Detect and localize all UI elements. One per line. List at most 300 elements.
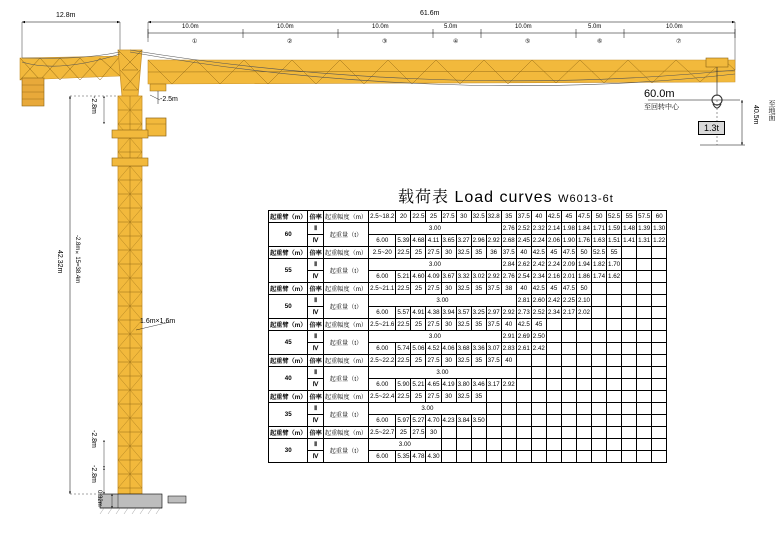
spacer-cell	[607, 415, 622, 427]
table-row	[269, 427, 667, 439]
load-ii-cell: 1.39	[637, 223, 652, 235]
spacer-cell	[531, 427, 546, 439]
spacer-cell	[637, 307, 652, 319]
radius-cell: 22.5	[396, 247, 411, 259]
spacer-cell	[607, 295, 622, 307]
spacer-cell	[516, 415, 531, 427]
radius-cell: 27.5	[426, 283, 441, 295]
spacer-cell	[531, 391, 546, 403]
load-iv-cell: 4.91	[411, 307, 426, 319]
table-row	[269, 331, 667, 343]
spacer-cell	[516, 403, 531, 415]
load-ii-constant: 3.00	[369, 403, 487, 415]
spacer-cell	[652, 391, 667, 403]
spacer-cell	[501, 403, 516, 415]
tip-load-value: 1.3t	[698, 121, 725, 135]
spacer-cell	[652, 331, 667, 343]
radius-cell: 35	[471, 391, 486, 403]
spacer-cell	[652, 451, 667, 463]
spacer-cell	[471, 451, 486, 463]
ratio-ii: Ⅱ	[308, 403, 323, 415]
radius-cell: 25	[411, 283, 426, 295]
load-ii-constant: 3.00	[369, 367, 517, 379]
spacer-cell	[622, 295, 637, 307]
spacer-cell	[652, 247, 667, 259]
spacer-cell	[622, 415, 637, 427]
radius-cell: 35	[471, 247, 486, 259]
spacer-cell	[561, 439, 576, 451]
jib-seg-4-no: ④	[453, 39, 459, 45]
load-ii-constant: 3.00	[369, 259, 502, 271]
col-ratio-header: 倍率	[308, 319, 323, 331]
spacer-cell	[441, 439, 456, 451]
spacer-cell	[591, 307, 606, 319]
spacer-cell	[561, 403, 576, 415]
load-iv-cell: 2.92	[486, 235, 501, 247]
ratio-iv: Ⅳ	[308, 451, 323, 463]
load-ii-constant: 3.00	[369, 439, 441, 451]
spacer-cell	[637, 403, 652, 415]
load-iv-cell: 5.39	[396, 235, 411, 247]
spacer-cell	[546, 343, 561, 355]
load-ii-cell: 2.09	[561, 259, 576, 271]
load-iv-first: 6.00	[369, 235, 396, 247]
load-iv-cell: 3.25	[471, 307, 486, 319]
spacer-cell	[607, 439, 622, 451]
dim-2-8m-bot: -2.8m	[90, 465, 97, 483]
radius-cell: 22.5	[396, 391, 411, 403]
spacer-cell	[637, 379, 652, 391]
radius-cell: 30	[441, 391, 456, 403]
load-ii-cell: 2.81	[516, 295, 531, 307]
spacer-cell	[652, 259, 667, 271]
spacer-cell	[622, 283, 637, 295]
ratio-iv: Ⅳ	[308, 379, 323, 391]
load-iv-cell: 2.02	[576, 307, 591, 319]
radius-cell: 32.8	[486, 211, 501, 223]
ratio-ii: Ⅱ	[308, 439, 323, 451]
col-jib-header: 起重臂（m）	[269, 427, 308, 439]
load-iv-cell: 3.50	[471, 415, 486, 427]
radius-cell: 45	[546, 283, 561, 295]
spacer-cell	[501, 391, 516, 403]
radius-cell: 32.5	[456, 247, 471, 259]
spacer-cell	[607, 307, 622, 319]
radius-cell: 30	[441, 247, 456, 259]
spacer-cell	[561, 391, 576, 403]
load-iv-cell: 1.62	[607, 271, 622, 283]
spacer-cell	[637, 415, 652, 427]
spacer-cell	[546, 355, 561, 367]
radius-cell: 52.5	[607, 211, 622, 223]
spacer-cell	[652, 439, 667, 451]
load-iv-cell: 2.52	[531, 307, 546, 319]
load-iv-cell: 5.06	[411, 343, 426, 355]
spacer-cell	[591, 343, 606, 355]
load-ii-cell: 1.30	[652, 223, 667, 235]
col-jib-header: 起重臂（m）	[269, 391, 308, 403]
load-iv-cell: 2.54	[516, 271, 531, 283]
radius-cell: 36	[486, 247, 501, 259]
load-iv-cell: 2.24	[531, 235, 546, 247]
spacer-cell	[607, 379, 622, 391]
jib-seg-2-len: 10.0m	[277, 24, 294, 30]
spacer-cell	[637, 451, 652, 463]
radius-cell: 60	[652, 211, 667, 223]
radius-cell: 40	[516, 247, 531, 259]
radius-cell: 2.5~18.2	[369, 211, 396, 223]
jib-seg-1-no: ①	[192, 39, 198, 45]
load-ii-cell: 1.59	[607, 223, 622, 235]
spacer-cell	[531, 379, 546, 391]
ratio-iv: Ⅳ	[308, 307, 323, 319]
load-iv-cell: 3.36	[471, 343, 486, 355]
dim-mast-height: 42.32m	[56, 250, 63, 274]
jib-seg-5-len: 10.0m	[515, 24, 532, 30]
load-iv-cell: 4.19	[441, 379, 456, 391]
load-ii-cell: 1.94	[576, 259, 591, 271]
radius-cell: 25	[411, 319, 426, 331]
load-iv-first: 6.00	[369, 379, 396, 391]
spacer-cell	[561, 367, 576, 379]
spacer-cell	[652, 295, 667, 307]
load-iv-cell: 5.90	[396, 379, 411, 391]
radius-cell: 2.5~20	[369, 247, 396, 259]
table-row	[269, 319, 667, 331]
load-ii-cell: 2.91	[501, 331, 516, 343]
spacer-cell	[607, 403, 622, 415]
load-iv-cell: 2.92	[501, 379, 516, 391]
radius-cell: 37.5	[501, 247, 516, 259]
col-radius-header: 起重幅度（m）	[323, 319, 368, 331]
spacer-cell	[561, 451, 576, 463]
radius-cell: 45	[531, 319, 546, 331]
radius-cell: 50	[576, 283, 591, 295]
radius-cell: 40	[501, 355, 516, 367]
spacer-cell	[637, 319, 652, 331]
spacer-cell	[516, 367, 531, 379]
load-ii-cell: 1.84	[576, 223, 591, 235]
radius-cell: 40	[501, 319, 516, 331]
radius-cell: 47.5	[576, 211, 591, 223]
col-load-header: 起重量（t）	[323, 403, 368, 427]
load-iv-cell: 4.78	[411, 451, 426, 463]
spacer-cell	[607, 367, 622, 379]
jib-length-value: 45	[269, 331, 308, 355]
spacer-cell	[622, 319, 637, 331]
load-iv-cell: 3.80	[456, 379, 471, 391]
load-iv-cell: 1.51	[607, 235, 622, 247]
dim-mast-sections: -2.8m×15=38.4m	[74, 235, 80, 284]
table-row	[269, 211, 667, 223]
jib-seg-6-len: 5.0m	[588, 24, 602, 30]
jib-seg-3-len: 10.0m	[372, 24, 389, 30]
load-iv-cell: 1.31	[637, 235, 652, 247]
jib-length-value: 30	[269, 439, 308, 463]
spacer-cell	[637, 295, 652, 307]
spacer-cell	[622, 451, 637, 463]
load-iv-cell: 3.57	[456, 307, 471, 319]
spacer-cell	[622, 403, 637, 415]
spacer-cell	[652, 367, 667, 379]
table-row	[269, 223, 667, 235]
spacer-cell	[561, 319, 576, 331]
spacer-cell	[486, 427, 501, 439]
load-ii-cell: 2.32	[531, 223, 546, 235]
load-iv-cell: 4.23	[441, 415, 456, 427]
radius-cell: 22.5	[396, 319, 411, 331]
load-iv-cell: 3.94	[441, 307, 456, 319]
load-iv-cell: 2.06	[546, 235, 561, 247]
table-row	[269, 283, 667, 295]
load-iv-cell: 2.61	[516, 343, 531, 355]
spacer-cell	[441, 451, 456, 463]
spacer-cell	[486, 451, 501, 463]
spacer-cell	[501, 451, 516, 463]
spacer-cell	[441, 427, 456, 439]
load-iv-cell: 1.41	[622, 235, 637, 247]
load-ii-cell: 2.84	[501, 259, 516, 271]
spacer-cell	[516, 427, 531, 439]
spacer-cell	[622, 271, 637, 283]
height-note: 至回转中心	[644, 104, 679, 111]
spacer-cell	[486, 439, 501, 451]
radius-cell: 37.5	[486, 355, 501, 367]
spacer-cell	[591, 295, 606, 307]
load-iv-cell: 2.01	[561, 271, 576, 283]
spacer-cell	[576, 415, 591, 427]
spacer-cell	[516, 391, 531, 403]
spacer-cell	[516, 451, 531, 463]
load-iv-cell: 4.65	[426, 379, 441, 391]
spacer-cell	[456, 427, 471, 439]
ratio-ii: Ⅱ	[308, 331, 323, 343]
spacer-cell	[607, 355, 622, 367]
col-load-header: 起重量（t）	[323, 439, 368, 463]
table-row	[269, 439, 667, 451]
load-iv-cell: 2.17	[561, 307, 576, 319]
table-row	[269, 391, 667, 403]
table-row	[269, 367, 667, 379]
dim-40-5m: 40.5m	[752, 105, 759, 125]
title-cn: 载荷表	[398, 189, 450, 206]
radius-cell: 25	[396, 427, 411, 439]
load-iv-cell: 2.92	[501, 307, 516, 319]
col-ratio-header: 倍率	[308, 211, 323, 223]
spacer-cell	[637, 391, 652, 403]
radius-cell: 42.5	[546, 211, 561, 223]
load-iv-cell: 4.60	[411, 271, 426, 283]
radius-cell: 27.5	[426, 391, 441, 403]
jib-length-value: 35	[269, 403, 308, 427]
col-radius-header: 起重幅度（m）	[323, 391, 368, 403]
load-iv-cell: 2.42	[531, 343, 546, 355]
spacer-cell	[607, 319, 622, 331]
load-iv-cell: 5.27	[411, 415, 426, 427]
load-iv-cell: 2.16	[546, 271, 561, 283]
spacer-cell	[591, 379, 606, 391]
load-iv-cell: 5.97	[396, 415, 411, 427]
load-iv-cell: 4.11	[426, 235, 441, 247]
spacer-cell	[501, 415, 516, 427]
spacer-cell	[607, 391, 622, 403]
spacer-cell	[576, 391, 591, 403]
spacer-cell	[622, 391, 637, 403]
spacer-cell	[576, 319, 591, 331]
spacer-cell	[561, 355, 576, 367]
load-iv-cell: 4.30	[426, 451, 441, 463]
radius-cell: 25	[411, 355, 426, 367]
jib-seg-2-no: ②	[287, 39, 293, 45]
ratio-ii: Ⅱ	[308, 367, 323, 379]
spacer-cell	[591, 415, 606, 427]
load-iv-cell: 2.96	[471, 235, 486, 247]
col-radius-header: 起重幅度（m）	[323, 427, 368, 439]
radius-cell: 47.5	[561, 247, 576, 259]
spacer-cell	[546, 415, 561, 427]
load-curve-table	[268, 210, 667, 463]
load-ii-cell: 1.82	[591, 259, 606, 271]
load-iv-cell: 3.46	[471, 379, 486, 391]
col-jib-header: 起重臂（m）	[269, 319, 308, 331]
spacer-cell	[591, 331, 606, 343]
col-jib-header: 起重臂（m）	[269, 283, 308, 295]
spacer-cell	[501, 427, 516, 439]
tip-load-badge	[698, 118, 725, 136]
col-radius-header: 起重幅度（m）	[323, 355, 368, 367]
col-jib-header: 起重臂（m）	[269, 211, 308, 223]
load-ii-cell: 2.52	[516, 223, 531, 235]
radius-cell: 57.5	[637, 211, 652, 223]
spacer-cell	[576, 451, 591, 463]
spacer-cell	[516, 379, 531, 391]
table-row	[269, 247, 667, 259]
spacer-cell	[622, 379, 637, 391]
ratio-ii: Ⅱ	[308, 259, 323, 271]
jib-seg-3-no: ③	[382, 39, 388, 45]
load-iv-cell: 5.35	[396, 451, 411, 463]
spacer-cell	[622, 427, 637, 439]
spacer-cell	[607, 451, 622, 463]
radius-cell: 30	[456, 211, 471, 223]
load-iv-cell: 2.76	[501, 271, 516, 283]
load-ii-cell: 2.10	[576, 295, 591, 307]
spacer-cell	[576, 427, 591, 439]
title-model: W6013-6t	[558, 193, 614, 205]
col-load-header: 起重量（t）	[323, 259, 368, 283]
load-iv-cell: 4.52	[426, 343, 441, 355]
radius-cell: 32.5	[471, 211, 486, 223]
load-ii-cell: 2.69	[516, 331, 531, 343]
jib-seg-1-len: 10.0m	[182, 24, 199, 30]
col-ratio-header: 倍率	[308, 355, 323, 367]
col-load-header: 起重量（t）	[323, 223, 368, 247]
jib-seg-7-len: 10.0m	[666, 24, 683, 30]
load-ii-cell: 1.71	[591, 223, 606, 235]
radius-cell: 40	[516, 283, 531, 295]
jib-seg-4-len: 5.0m	[444, 24, 458, 30]
spacer-cell	[637, 331, 652, 343]
radius-cell: 37.5	[516, 211, 531, 223]
col-jib-header: 起重臂（m）	[269, 247, 308, 259]
col-radius-header: 起重幅度（m）	[323, 247, 368, 259]
radius-cell: 35	[501, 211, 516, 223]
ratio-iv: Ⅳ	[308, 235, 323, 247]
spacer-cell	[622, 343, 637, 355]
radius-cell: 47.5	[561, 283, 576, 295]
load-ii-cell: 2.50	[531, 331, 546, 343]
spacer-cell	[622, 367, 637, 379]
dim-tail-length: 12.8m	[56, 12, 76, 19]
load-iv-cell: 4.38	[426, 307, 441, 319]
ratio-iv: Ⅳ	[308, 343, 323, 355]
radius-cell: 30	[441, 355, 456, 367]
jib-length-value: 55	[269, 259, 308, 283]
spacer-cell	[546, 439, 561, 451]
load-iv-first: 6.00	[369, 271, 396, 283]
spacer-cell	[637, 427, 652, 439]
load-iv-cell: 4.09	[426, 271, 441, 283]
radius-cell: 32.5	[456, 355, 471, 367]
radius-cell: 52.5	[591, 247, 606, 259]
load-iv-cell: 3.17	[486, 379, 501, 391]
spacer-cell	[501, 439, 516, 451]
dim-base-size: 1.6m×1.6m	[140, 318, 176, 325]
col-ratio-header: 倍率	[308, 427, 323, 439]
load-iv-cell: 1.86	[576, 271, 591, 283]
dim-2-8m-mid: -2.8m	[90, 430, 97, 448]
title-en: Load curves	[454, 189, 553, 206]
height-value: 60.0m	[644, 88, 675, 100]
load-ii-cell: 2.60	[531, 295, 546, 307]
load-ii-cell: 2.62	[516, 259, 531, 271]
spacer-cell	[607, 427, 622, 439]
table-row	[269, 355, 667, 367]
spacer-cell	[591, 451, 606, 463]
load-iv-cell: 1.76	[576, 235, 591, 247]
radius-cell: 2.5~22.2	[369, 355, 396, 367]
load-iv-cell: 2.97	[486, 307, 501, 319]
load-iv-cell: 1.90	[561, 235, 576, 247]
col-load-header: 起重量（t）	[323, 367, 368, 391]
col-jib-header: 起重臂（m）	[269, 355, 308, 367]
spacer-cell	[576, 331, 591, 343]
radius-cell: 30	[441, 283, 456, 295]
radius-cell: 25	[411, 247, 426, 259]
radius-cell: 22.5	[396, 283, 411, 295]
jib-seg-5-no: ⑤	[525, 39, 531, 45]
radius-cell: 27.5	[411, 427, 426, 439]
spacer-cell	[652, 343, 667, 355]
load-iv-cell: 5.57	[396, 307, 411, 319]
spacer-cell	[531, 451, 546, 463]
radius-cell: 45	[546, 247, 561, 259]
spacer-cell	[531, 403, 546, 415]
load-table	[268, 210, 667, 463]
load-iv-cell: 3.02	[471, 271, 486, 283]
table-row	[269, 295, 667, 307]
spacer-cell	[546, 319, 561, 331]
load-ii-cell: 2.14	[546, 223, 561, 235]
radius-cell: 50	[591, 211, 606, 223]
dim-jib-total: 61.6m	[420, 10, 440, 17]
spacer-cell	[531, 439, 546, 451]
radius-cell: 2.5~22.4	[369, 391, 396, 403]
spacer-cell	[546, 427, 561, 439]
load-iv-cell: 3.65	[441, 235, 456, 247]
radius-cell: 27.5	[441, 211, 456, 223]
radius-cell: 22.5	[396, 355, 411, 367]
